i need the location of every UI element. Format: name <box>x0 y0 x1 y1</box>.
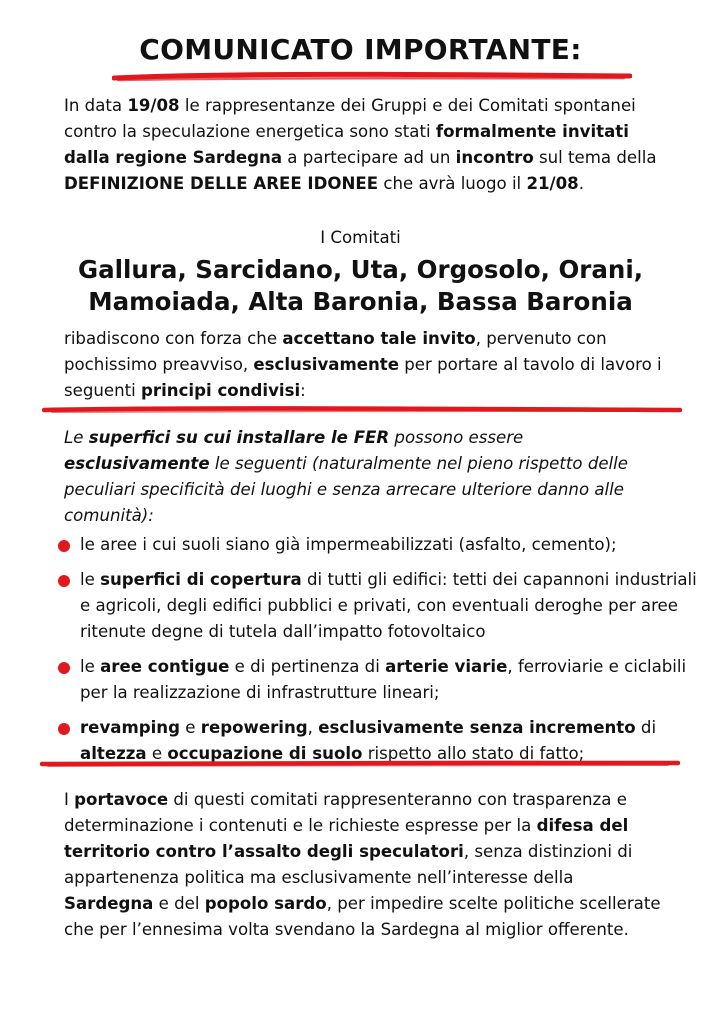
bold-text-run: Sardegna <box>64 894 154 913</box>
text-run: , pervenuto con pochissimo preavviso, <box>64 329 607 374</box>
bold-text-run: Orgosolo <box>416 255 541 284</box>
intro-paragraph <box>64 93 664 197</box>
section-divider-top <box>42 404 682 416</box>
text-run: , <box>307 718 319 737</box>
bold-text-run: DEFINIZIONE DELLE AREE IDONEE <box>64 174 379 193</box>
list-item <box>58 567 698 645</box>
principles-list <box>58 532 698 767</box>
text-run: . <box>578 174 584 193</box>
text-run: , per impedire scelte politiche scellerate che per l’ennesima volta svendano la Sardegna al miglior offerente. <box>64 894 661 939</box>
section-divider-bottom <box>40 758 680 770</box>
page-title: COMUNICATO IMPORTANTE: <box>139 33 582 66</box>
bold-text-run: esclusivamente senza incremento <box>318 718 636 737</box>
bold-text-run: repowering <box>200 718 308 737</box>
text-run: , <box>418 287 437 316</box>
bold-text-run: Sarcidano <box>195 255 333 284</box>
text-run: , <box>332 255 351 284</box>
text-run: di <box>635 718 657 737</box>
list-item-text <box>80 718 656 763</box>
acceptance-paragraph <box>64 326 664 404</box>
text-run: : <box>300 381 306 400</box>
text-run: possono essere <box>389 428 524 447</box>
text-run: che avrà luogo il <box>378 174 527 193</box>
text-run: I <box>64 790 75 809</box>
bold-text-run: Alta Baronia <box>248 287 419 316</box>
text-run: rispetto allo stato di fatto; <box>362 744 585 763</box>
bold-text-run: altezza <box>80 744 147 763</box>
text-run: , ferroviarie e ciclabili per la realizzazione di infrastrutture lineari; <box>80 657 687 702</box>
bold-text-run: popolo sardo <box>204 894 327 913</box>
text-run: , senza distinzioni di appartenenza politica ma esclusivamente nell’interesse della <box>64 842 633 887</box>
principles-intro <box>64 425 664 529</box>
bold-text-run: Mamoiada <box>88 287 231 316</box>
red-bullet-icon <box>58 723 70 735</box>
list-item <box>58 532 698 558</box>
bold-text-run: portavoce <box>74 790 169 809</box>
text-run: , <box>230 287 249 316</box>
text-run: le <box>80 657 101 676</box>
text-run: In data <box>64 96 128 115</box>
text-run: , <box>177 255 196 284</box>
text-run: le seguenti (naturalmente nel pieno rispetto delle peculiari specificità dei luoghi e senza arrecare ulteriore danno alle comunità): <box>64 454 628 525</box>
text-run: , <box>633 255 644 284</box>
text-run: le aree i cui suoli siano già impermeabilizzati (asfalto, cemento); <box>80 535 617 554</box>
text-run: e di pertinenza di <box>229 657 386 676</box>
bold-text-run: aree contigue <box>100 657 230 676</box>
list-item <box>58 654 698 706</box>
bold-text-run: Orani <box>558 255 634 284</box>
bold-text-run: revamping <box>80 718 181 737</box>
text-run: le <box>80 570 101 589</box>
list-item-text <box>80 535 617 554</box>
bold-text-run: esclusivamente <box>64 454 210 473</box>
bold-text-run: superfici su cui installare le FER <box>88 428 390 447</box>
text-run: per portare al tavolo di lavoro i seguenti <box>64 355 662 400</box>
text-run: ribadiscono con forza che <box>64 329 283 348</box>
bold-text-run: 19/08 <box>127 96 180 115</box>
bold-text-run: occupazione di suolo <box>167 744 363 763</box>
text-run: le rappresentanze dei Gruppi e dei Comitati spontanei contro la speculazione energetica sono stati <box>64 96 636 141</box>
red-bullet-icon <box>58 662 70 674</box>
bold-text-run: difesa del territorio contro l’assalto degli speculatori <box>64 816 629 861</box>
bold-text-run: arterie viarie <box>385 657 508 676</box>
bold-text-run: 21/08 <box>526 174 579 193</box>
red-bullet-icon <box>58 575 70 587</box>
list-item-text <box>80 570 697 641</box>
bold-text-run: principi condivisi <box>141 381 301 400</box>
text-run: e del <box>153 894 205 913</box>
text-run: di questi comitati rappresenteranno con trasparenza e determinazione i contenuti e le richieste espresse per la <box>64 790 627 835</box>
bold-text-run: incontro <box>455 148 534 167</box>
title-underline-brushstroke <box>112 70 632 84</box>
bold-text-run: accettano tale invito <box>282 329 476 348</box>
text-run: , <box>398 255 417 284</box>
text-run: sul tema della <box>533 148 657 167</box>
committees-lead: I Comitati <box>320 228 401 247</box>
bold-text-run: Bassa Baronia <box>436 287 633 316</box>
text-run: , <box>540 255 559 284</box>
bold-text-run: esclusivamente <box>253 355 399 374</box>
text-run: a partecipare ad un <box>282 148 456 167</box>
bold-text-run: Uta <box>350 255 399 284</box>
bold-text-run: Gallura <box>77 255 178 284</box>
red-bullet-icon <box>58 540 70 552</box>
text-run: Le <box>64 428 89 447</box>
bold-text-run: superfici di copertura <box>100 570 302 589</box>
text-run: e <box>146 744 168 763</box>
text-run: di tutti gli edifici: tetti dei capannoni industriali e agricoli, degli edifici pubblici e privati, con eventuali deroghe per aree ritenute degne di tutela dall’impatto fotovoltaico <box>80 570 697 641</box>
closing-paragraph <box>64 787 664 943</box>
text-run: e <box>180 718 201 737</box>
bold-text-run: formalmente invitati dalla regione Sardegna <box>64 122 629 167</box>
list-item-text <box>80 657 686 702</box>
committees-list <box>0 254 721 318</box>
